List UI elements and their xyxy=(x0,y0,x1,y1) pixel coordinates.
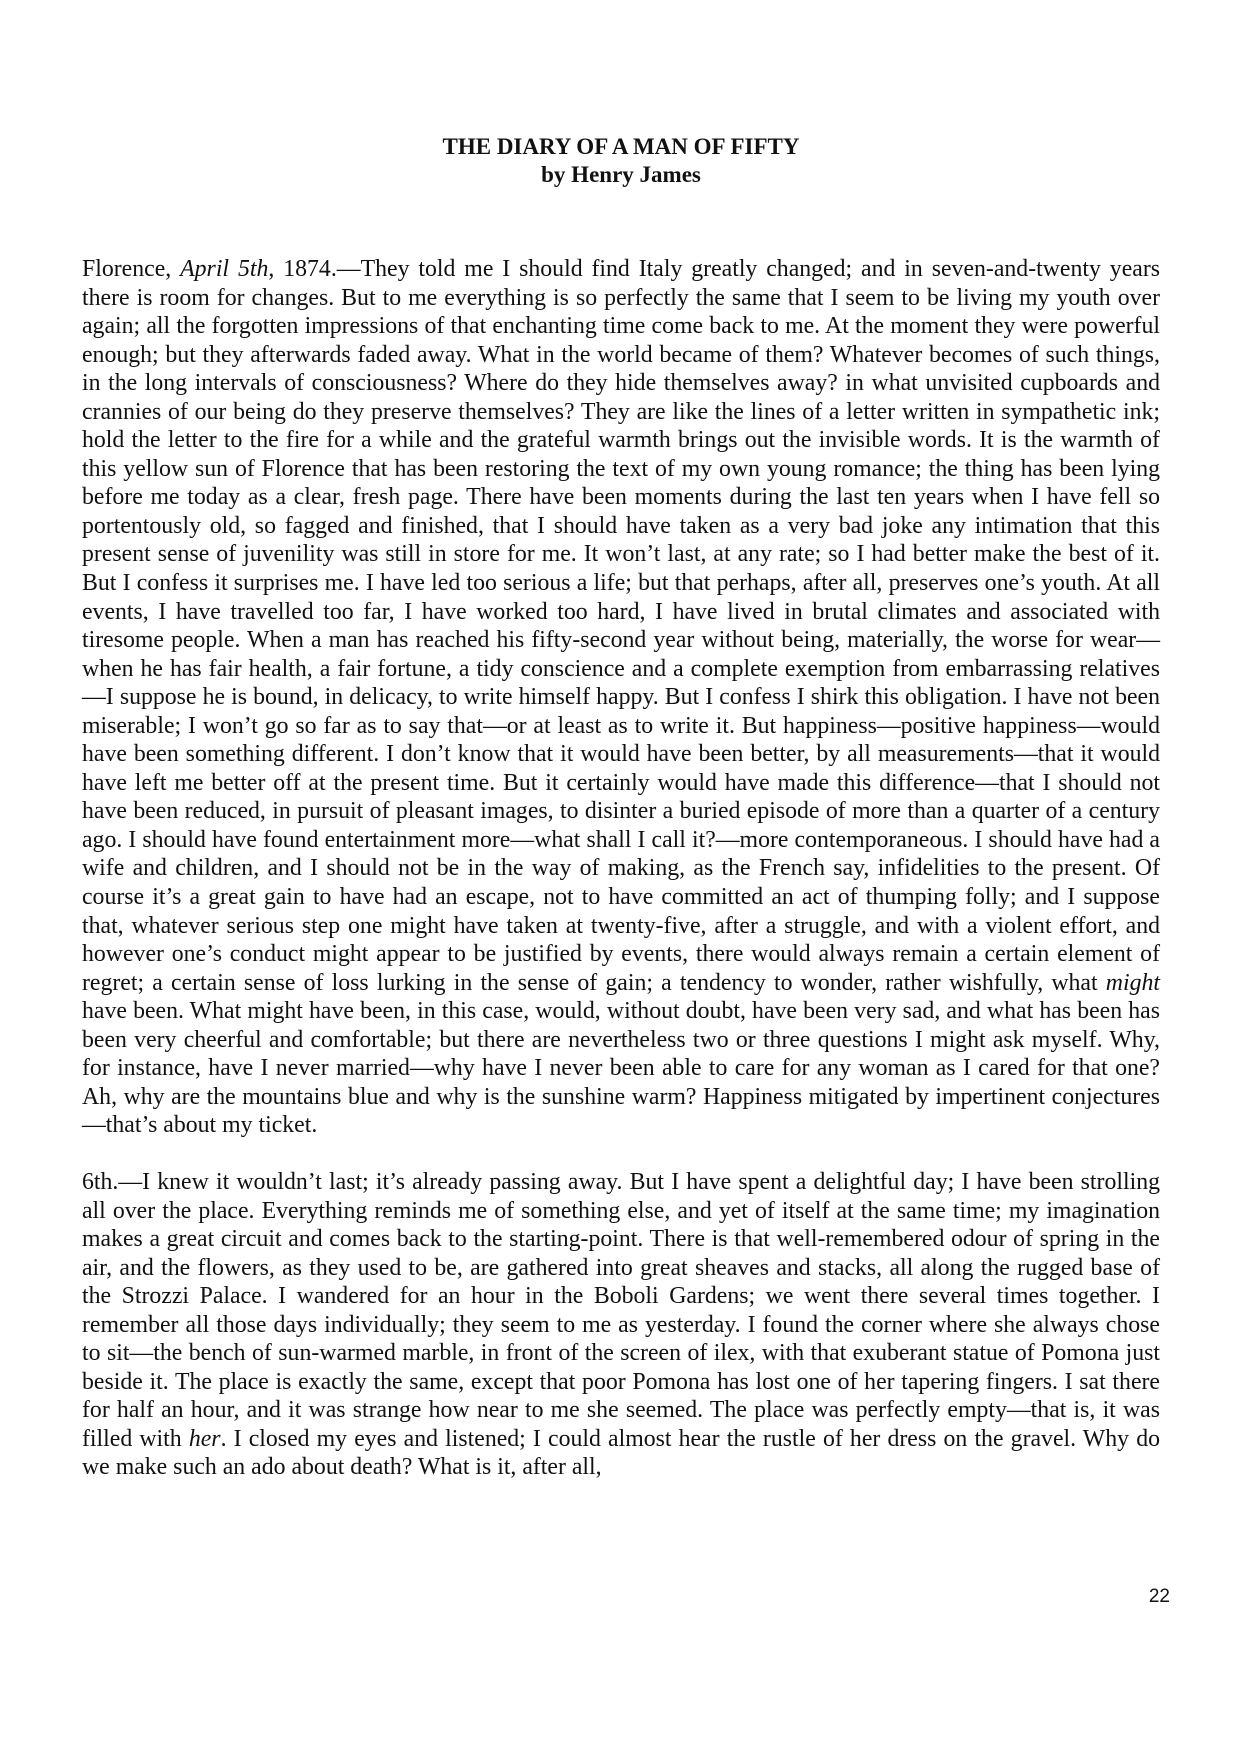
paragraph-lead: Florence, xyxy=(82,256,181,282)
paragraph-text: have been. What might have been, in this case, would, without doubt, have been very sad, and what has been has been very cheerful and comfortable; but there are nevertheless two or three questions I might ask myself. Why, for instance, have I never married—why have I never been able to care for any woman as I cared for that one? Ah, why are the mountains blue and why is the sunshine warm? Happiness mitigated by impertinent conjectures—that’s about my ticket. xyxy=(82,998,1160,1139)
entry-date: April 5th xyxy=(180,256,269,282)
paragraph-6th xyxy=(82,1168,1160,1482)
paragraph-text: , 1874.—They told me I should find Italy greatly changed; and in seven-and-twenty years there is room for changes. But to me everything is so perfectly the same that I seem to be living my youth over again; all the forgotten impressions of that enchanting time come back to me. At the moment they were powerful enough; but they afterwards faded away. What in the world became of them? Whatever becomes of such things, in the long intervals of consciousness? Where do they hide themselves away? in what unvisited cupboards and crannies of our being do they preserve themselves? They are like the lines of a letter written in sympathetic ink; hold the letter to the fire for a while and the grateful warmth brings out the invisible words. It is the warmth of this yellow sun of Florence that has been restoring the text of my own young romance; the thing has been lying before me today as a clear, fresh page. There have been moments during the last ten years when I have fell so portentously old, so fagged and finished, that I should have taken as a very bad joke any intimation that this present sense of juvenility was still in store for me. It won’t last, at any rate; so I had better make the best of it. But I confess it surprises me. I have led too serious a life; but that perhaps, after all, preserves one’s youth. At all events, I have travelled too far, I have worked too hard, I have lived in brutal climates and associated with tiresome people. When a man has reached his fifty-second year without being, materially, the worse for wear—when he has fair health, a fair fortune, a tidy conscience and a complete exemption from embarrassing relatives—I suppose he is bound, in delicacy, to write himself happy. But I confess I shirk this obligation. I have not been miserable; I won’t go so far as to say that—or at least as to write it. But happiness—positive happiness—would have been something different. I don’t know that it would have been better, by all measurements—that it would have left me better off at the present time. But it certainly would have made this difference—that I should not have been reduced, in pursuit of pleasant images, to disinter a buried episode of more than a quarter of a century ago. I should have found entertainment more—what shall I call it?—more contemporaneous. I should have had a wife and children, and I should not be in the way of making, as the French say, infidelities to the present. Of course it’s a great gain to have had an escape, not to have committed an act of thumping folly; and I suppose that, whatever serious step one might have taken at twenty-five, after a struggle, and with a violent effort, and however one’s conduct might appear to be justified by events, there would always remain a certain element of regret; a certain sense of loss lurking in the sense of gain; a tendency to wonder, rather wishfully, what xyxy=(82,256,1161,996)
paragraph-april-5th xyxy=(82,255,1160,1140)
body-text xyxy=(82,255,1160,1482)
paragraph-text: 6th.—I knew it wouldn’t last; it’s already passing away. But I have spent a delightful day; I have been strolling all over the place. Everything reminds me of something else, and yet of itself at the same time; my imagination makes a great circuit and comes back to the starting-point. There is that well-remembered odour of spring in the air, and the flowers, as they used to be, are gathered into great sheaves and stacks, all along the rugged base of the Strozzi Palace. I wandered for an hour in the Boboli Gardens; we went there several times together. I remember all those days individually; they seem to me as yesterday. I found the corner where she always chose to sit—the bench of sun-warmed marble, in front of the screen of ilex, with that exuberant statue of Pomona just beside it. The place is exactly the same, except that poor Pomona has lost one of her tapering fingers. I sat there for half an hour, and it was strange how near to me she seemed. The place was perfectly empty—that is, it was filled with xyxy=(82,1168,1160,1452)
document-title: THE DIARY OF A MAN OF FIFTY xyxy=(442,134,800,159)
document-byline: by Henry James xyxy=(541,162,701,187)
emphasis-word: her xyxy=(188,1425,221,1452)
emphasis-word: might xyxy=(1105,969,1160,996)
page-number: 22 xyxy=(1148,1586,1170,1607)
paragraph-text: . I closed my eyes and listened; I could almost hear the rustle of her dress on the gravel. Why do we make such an ado about death? What is it, after all, xyxy=(82,1425,1160,1481)
title-block xyxy=(0,133,1242,189)
